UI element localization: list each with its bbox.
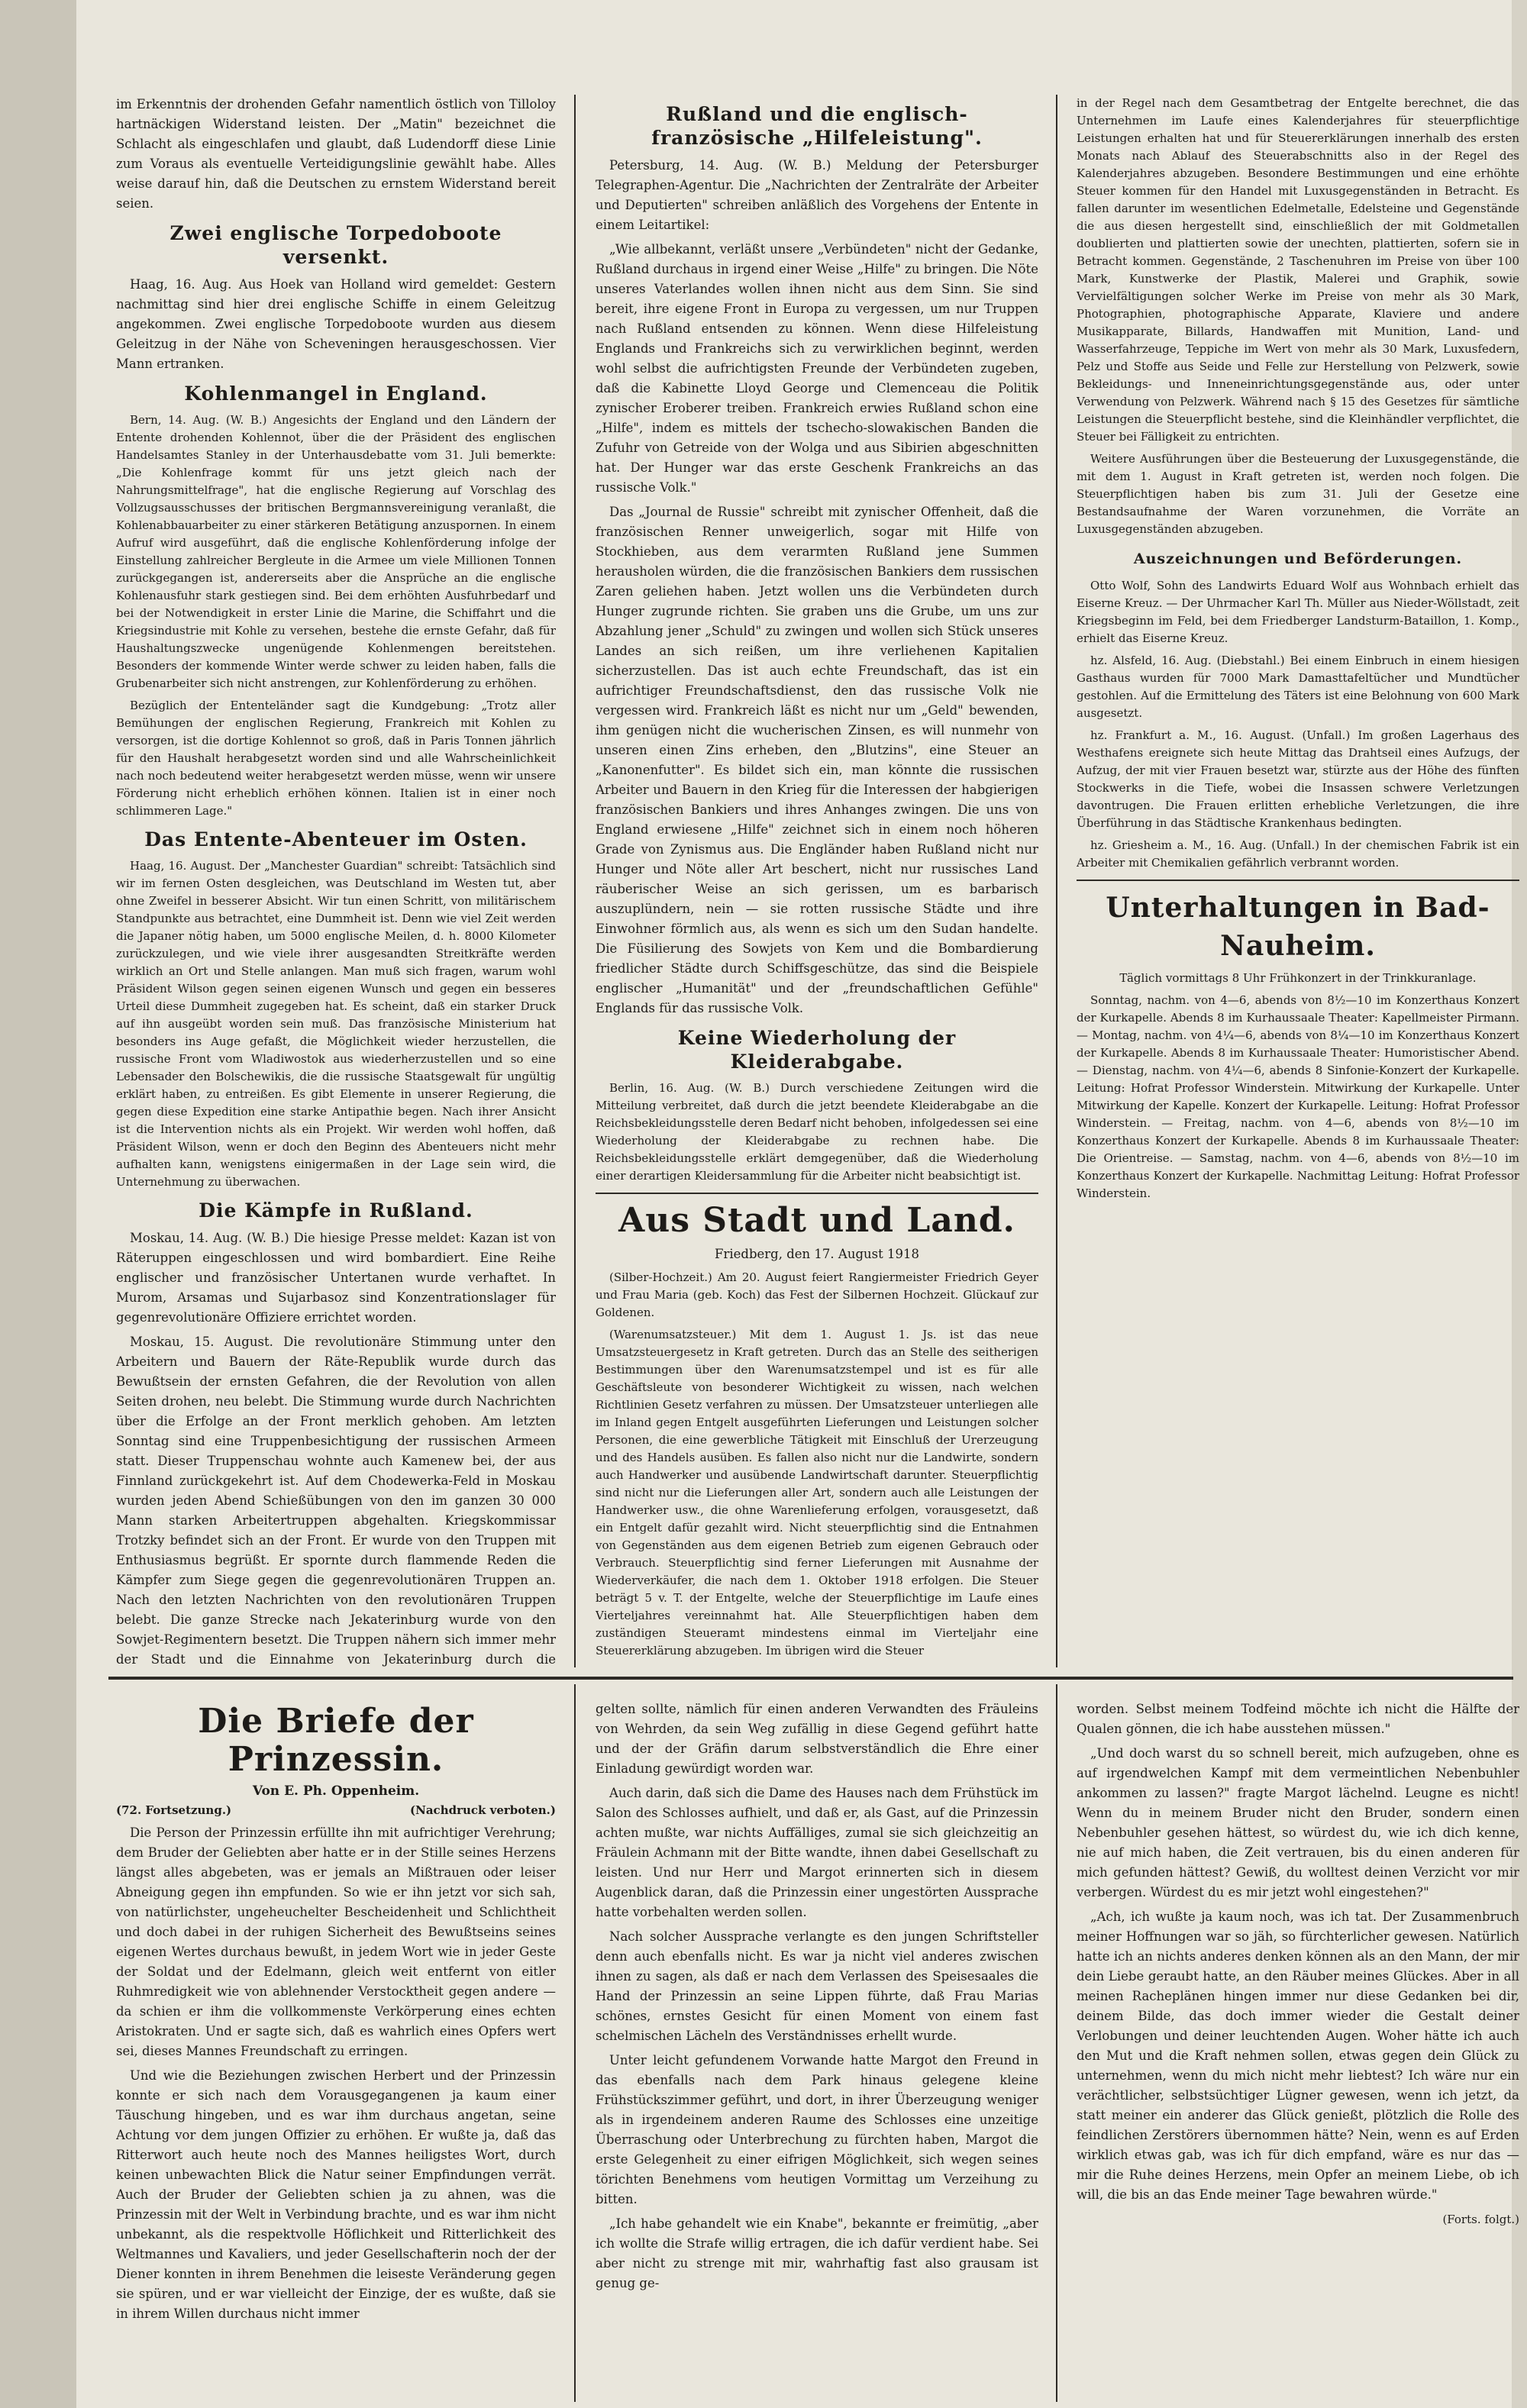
newspaper-page bbox=[76, 0, 1519, 2408]
column-1 bbox=[116, 95, 556, 1670]
article-text: (Silber-Hochzeit.) Am 20. August feiert Rangiermeister Friedrich Geyer und Frau Maria (geb. Koch) das Fest der Silbernen Hochzeit. Glückauf zur Goldenen. bbox=[596, 1270, 1038, 1319]
small-print-block bbox=[116, 857, 556, 1191]
article-text: Berlin, 16. Aug. (W. B.) Durch verschiedene Zeitungen wird die Mitteilung verbreitet, daß durch die jetzt beendete Kleiderabgabe an die Reichsbekleidungsstelle deren Bedarf nicht behoben, infolgedessen sei eine Wiederholung der Kleiderabgabe zu rechnen habe. Die Reichsbekleidungsstelle erklärt demgegenüber, daß die Wiederholung einer derartigen Kleidersammlung für die Arbeiter nicht beabsichtigt ist. bbox=[596, 1081, 1038, 1183]
column-rule bbox=[574, 95, 576, 1667]
serial-author: Von E. Ph. Oppenheim. bbox=[252, 1783, 420, 1799]
headline-entente-abenteuer: Das Entente-Abenteuer im Osten. bbox=[144, 828, 528, 851]
serial-column-1 bbox=[116, 1699, 556, 2402]
small-print-block bbox=[596, 1269, 1038, 1660]
serial-text: „Und doch warst du so schnell bereit, mich aufzugeben, ohne es auf irgendwelchen Kampf mit dem vermeintlichen Nebenbuhler ankommen zu lassen?" fragte Margot lächelnd. Leugne es nicht! Wenn du in meinem Bruder nicht den Bruder, sondern einen Nebenbuhler gesehen hättest, so würdest du, wie ich dich kenne, nie auf mich haben, die Zeit vertrauen, bis du einen anderen für mich gefunden hättest? Gewiß, du wolltest deinen Verzicht vor mir verbergen. Würdest du es mir jetzt wohl eingestehen?" bbox=[1077, 1746, 1519, 1900]
dateline: Friedberg, den 17. August 1918 bbox=[715, 1247, 919, 1261]
column-rule bbox=[1056, 1684, 1057, 2402]
article-text: in der Regel nach dem Gesamtbetrag der Entgelte berechnet, die das Unternehmen im Laufe eines Kalenderjahres für steuerpflichtige Leistungen erhalten hat und für Steuererklärungen innerhalb des ersten Monats nach Ablauf des Steuerabschnitts also in der Regel des Kalenderjahres abzugeben. Besondere Bestimmungen und eine erhöhte Steuer kommen für den Handel mit Luxusgegenständen in Betracht. Es fallen darunter im wesentlichen Edelmetalle, Edelsteine und Gegenstände die aus diesen hergestellt sind, einschließlich der mit Goldmetallen doublierten und plattierten sowie der unechten, plattierten, sofern sie in Betracht kommen. Gegenstände, 2 Taschenuhren im Preise von über 100 Mark, Kunstwerke der Plastik, Malerei und Graphik, sowie Vervielfältigungen solcher Werke im Preise von mehr als 30 Mark, Photographien, photographische Apparate, Klaviere und andere Musikapparate, Billards, Handwaffen mit Munition, Land- und Wasserfahrzeuge, Teppiche im Wert von mehr als 30 Mark, Luxusfedern, Pelz und Stoffe aus Seide und Felle zur Herstellung von Pelzwerk, sowie Bekleidungs- und Inneneinrichtungsgegenstände aus, oder unter Verwendung von Pelzwerk. Während nach § 15 des Gesetzes für sämtliche Leistungen die Steuerpflicht bestehe, sind die Kleinhändler verpflichtet, die Steuer bei Fälligkeit zu entrichten. bbox=[1077, 96, 1519, 444]
article-text: Moskau, 15. August. Die revolutionäre Stimmung unter den Arbeitern und Bauern der Räte-Republik wurde durch das Bewußtsein der ernsten Gefahren, die der Revolution von allen Seiten drohen, neu belebt. Die Stimmung wurde durch Nachrichten über die Erfolge an der Front merklich gehoben. Am letzten Sonntag sind eine Truppenbesichtigung der russischen Armeen statt. Dieser Truppenschau wohnte auch Kamenew bei, der aus Finnland zurückgekehrt ist. Auf dem Chodewerka-Feld in Moskau wurden jeden Abend Schießübungen von den im ganzen 30 000 Mann starken Arbeitertruppen abgehalten. Kriegskommissar Trotzky befindet sich an der Front. Er wurde von den Truppen mit Enthusiasmus begrüßt. Er spornte durch flammende Reden die Kämpfer zum Siege gegen die gegenrevolutionären Truppen an. Nach den letzten Nachrichten von den revolutionären Truppen belebt. Die ganze Strecke nach Jekaterinburg wurde von den Sowjet-Regimentern besetzt. Die Truppen nähern sich immer mehr der Stadt und die Einnahme von Jekaterinburg durch die bbox=[116, 1335, 556, 1667]
small-print-block bbox=[1077, 95, 1519, 538]
small-print-block bbox=[116, 412, 556, 820]
headline-russland-hilfeleistung: Rußland und die englisch-französische „Hilfeleistung". bbox=[651, 103, 983, 149]
section-divider bbox=[596, 1193, 1038, 1194]
article-text: Otto Wolf, Sohn des Landwirts Eduard Wolf aus Wohnbach erhielt das Eiserne Kreuz. — Der Uhrmacher Karl Th. Müller aus Nieder-Wöllstadt, zeit Kriegsbeginn im Feld, bei dem Friedberger Landsturm-Bataillon, 1. Komp., erhielt das Eiserne Kreuz. bbox=[1077, 579, 1519, 645]
article-text: Weitere Ausführungen über die Besteuerung der Luxusgegenstände, die mit dem 1. August in Kraft getreten ist, werden noch folgen. Die Steuerpflichtigen haben bis zum 31. Juli der Gesetze eine Bestandsaufnahme der Waren vorzunehmen, die Vorräte an Luxusgegenständen abzugeben. bbox=[1077, 452, 1519, 536]
article-text: Petersburg, 14. Aug. (W. B.) Meldung der Petersburger Telegraphen-Agentur. Die „Nachrichten der Zentralräte der Arbeiter und Deputierten" schreiben anläßlich des Vorgehens der Entente in einem Leitartikel: bbox=[596, 158, 1038, 232]
article-text: Bern, 14. Aug. (W. B.) Angesichts der England und den Ländern der Entente drohenden Kohlennot, über die der Präsident des englischen Handelsamtes Stanley in der Unterhausdebatte vom 31. Juli bemerkte: „Die Kohlenfrage kommt für uns jetzt gleich nach der Nahrungsmittelfrage", hat die englische Regierung auf Vorschlag des Vollzugsausschusses der britischen Bergmannsvereinigung veranlaßt, die Kohlenabbauarbeiter zu einer stärkeren Betätigung anzuspornen. In einem Aufruf wird ausgeführt, daß die englische Kohlenförderung infolge der Einstellung zahlreicher Bergleute in die Armee um viele Millionen Tonnen zurückgegangen ist, andererseits aber die Ansprüche an die englische Kohlenausfuhr stark gestiegen sind. Bei dem erhöhten Ausfuhrbedarf und bei der Notwendigkeit in erster Linie die Marine, die Schiffahrt und die Kriegsindustrie mit Kohle zu versehen, bestehe die ernste Gefahr, daß für Haushaltungszwecke ungenügende Kohlenmengen bereitstehen. Besonders der kommende Winter werde schwer zu leiden haben, falls die Grubenarbeiter sich nicht anstrengen, zur Kohlenförderung zu erhöhen. bbox=[116, 413, 556, 690]
small-print-block bbox=[596, 1080, 1038, 1185]
article-text: Das „Journal de Russie" schreibt mit zynischer Offenheit, daß die französischen Renner unweigerlich, sogar mit Hilfe von Stockhieben, aus dem verarmten Rußland jene Summen herausholen würden, die die französischen Bankiers dem russischen Zaren geliehen haben. Jetzt wollen uns die Verbündeten durch Hunger zugrunde richten. Sie graben uns die Grube, um uns zur Abzahlung jener „Schuld" zu zwingen und wollen sich Stück unseres Landes an sich reißen, um ihre verliehenen Kapitalien sicherzustellen. Das ist auch echte Freundschaft, das ist ein aufrichtiger Freundschaftsdienst, den das russische Volk nie vergessen wird. Frankreich läßt es nicht nur um „Geld" bewenden, ihm genügen nicht die wucherischen Zinsen, es will nunmehr von unseren einen Zins erheben, den „Blutzins", eine Steuer an „Kanonenfutter". Es bildet sich ein, man könnte die russischen Arbeiter und Bauern in den Krieg für die Interessen der habgierigen französischen Bankiers und ihres Anhanges zwingen. Die uns von England erwiesene „Hilfe" zeichnet sich in einem noch höheren Grade von Zynismus aus. Die Engländer haben Rußland nicht nur Hunger und Nöte aller Art beschert, nicht nur russisches Land räuberischer Weise an sich gerissen, um es barbarisch auszuplündern, nein — sie rotten russische Städte und ihre Einwohner förmlich aus, als wenn es sich um den Sudan handelte. Die Füsilierung des Sowjets von Kem und die Bombardierung friedlicher Städte durch Schiffsgeschütze, das sind die Beispiele englischer „Humanität" und der „freundschaftlichen Gefühle" Englands für das russische Volk. bbox=[596, 505, 1038, 1015]
article-text: Sonntag, nachm. von 4—6, abends von 8½—10 im Konzerthaus Konzert der Kurkapelle. Abends 8 im Kurhaussaale Theater: Kapellmeister Pirmann. — Montag, nachm. von 4¼—6, abends von 8¼—10 im Konzerthaus Konzert der Kurkapelle. Abends 8 im Kurhaussaale Theater: Humoristischer Abend. — Dienstag, nachm. von 4¼—6, abends 8 Sinfonie-Konzert der Kurkapelle. Leitung: Hofrat Professor Winderstein. Mitwirkung der Kurkapelle. Unter Mitwirkung der Kapelle. Konzert der Kurkapelle. Leitung: Hofrat Professor Winderstein. — Freitag, nachm. von 4—6, abends von 8½—10 im Konzerthaus Konzert der Kurkapelle. Abends 8 im Kurhaussaale Theater: Die Orientreise. — Samstag, nachm. von 4—6, abends von 8½—10 im Konzerthaus Konzert der Kurkapelle. Nachmittag Leitung: Hofrat Professor Winderstein. bbox=[1077, 993, 1519, 1200]
serial-text: „Ach, ich wußte ja kaum noch, was ich tat. Der Zusammenbruch meiner Hoffnungen war so jäh, so fürchterlicher gewesen. Natürlich hatte ich an nichts anderes denken können als an den Mann, der mir dein Liebe geraubt hatte, an den Räuber meines Glückes. Aber in all meinen Racheplänen hingen immer nur diese Gedanken bei dir, deinem Bilde, das doch immer wieder die Gestalt deiner Verlobungen und deiner leuchtenden Augen. Woher hätte ich auch den Mut und die Kraft nehmen sollen, etwas gegen dein Glück zu unternehmen, wenn du mich nicht mehr liebtest? Ich wäre nur ein verächtlicher, selbstsüchtiger Lügner gewesen, wenn ich jetzt, da statt meiner ein anderer das Glück genießt, plötzlich die Rolle des feindlichen Zerstörers übernommen hätte? Nein, wenn es auf Erden wirklich etwas gab, was ich für dich empfand, wäre es nur das — mir die Ruhe deines Herzens, mein Opfer an meinem Liebe, ob ich will, die bis an das Ende meiner Tage bewahren würde." bbox=[1077, 1909, 1519, 2202]
article-text: „Wie allbekannt, verläßt unsere „Verbündeten" nicht der Gedanke, Rußland durchaus in irgend einer Weise „Hilfe" zu bringen. Die Nöte unseres Vaterlandes wollen ihnen nicht aus dem Sinn. Sie sind bereit, ihre eigene Front in Europa zu vergessen, um nur Truppen nach Rußland entsenden zu können. Wenn diese Hilfeleistung Englands und Frankreichs sich zu verwirklichen beginnt, werden wohl selbst die aufrichtigsten Freunde der Verbündeten zugeben, daß die Kabinette Lloyd George und Clemenceau die Politik zynischer Eroberer treiben. Frankreich erwies Rußland schon eine „Hilfe", indem es mittels der tschecho-slowakischen Banden die Zufuhr von Getreide von der Wolga und aus Sibirien abgeschnitten hat. Der Hunger war das erste Geschenk Frankreichs an das russische Volk." bbox=[596, 242, 1038, 495]
serial-meta bbox=[116, 1803, 556, 1817]
section-divider bbox=[1077, 880, 1519, 881]
article-text: (Warenumsatzsteuer.) Mit dem 1. August 1. Js. ist das neue Umsatzsteuergesetz in Kraft getreten. Durch das an Stelle des seitherigen Bestimmungen über den Warenumsatzstempel und ist es für alle Geschäftsleute von besonderer Wichtigkeit zu wissen, nach welchen Richtlinien Gesetz verfahren zu müssen. Der Umsatzsteuer unterliegen alle im Inland gegen Entgelt ausgeführten Lieferungen und Leistungen solcher Personen, die eine gewerbliche Tätigkeit mit Einschluß der Urerzeugung und des Handels ausüben. Es fallen also nicht nur die Landwirte, sondern auch Handwerker und ausübende Landwirtschaft darunter. Steuerpflichtig sind nicht nur die Lieferungen aller Art, sondern auch alle Leistungen der Handwerker usw., die ohne Warenlieferung erfolgen, vorausgesetzt, daß ein Entgelt dafür gezahlt wird. Nicht steuerpflichtig sind die Entnahmen von Gegenständen aus dem eigenen Betrieb zum eigenen Gebrauch oder Verbrauch. Steuerpflichtig sind ferner Lieferungen mit Ausnahme der Wiederverkäufer, die nach dem 1. Oktober 1918 erfolgen. Die Steuer beträgt 5 v. T. der Entgelte, welche der Steuerpflichtige im Laufe eines Vierteljahres vereinnahmt hat. Alle Steuerpflichtigen haben dem zuständigen Steueramt mindestens einmal im Vierteljahr eine Steuererklärung abzugeben. Im übrigen wird die Steuer bbox=[596, 1328, 1038, 1658]
serial-reprint-note: (Nachdruck verboten.) bbox=[410, 1803, 556, 1817]
column-3 bbox=[1077, 95, 1519, 1670]
headline-kaempfe-russland: Die Kämpfe in Rußland. bbox=[199, 1199, 473, 1222]
serial-continued: (Forts. folgt.) bbox=[1442, 2213, 1519, 2226]
serial-text: Unter leicht gefundenem Vorwande hatte Margot den Freund in das ebenfalls nach dem Park hinaus gelegene kleine Frühstückszimmer geführt, und dort, in ihrer Überzeugung weniger als in irgendeinem anderen Raume des Schlosses eine unzeitige Überraschung oder Unterbrechung zu fürchten haben, Margot die erste Gelegenheit zu einer eifrigen Möglichkeit, sich wegen seines törichten Benehmens vom heutigen Vormittag um Verzeihung zu bitten. bbox=[596, 2053, 1038, 2206]
column-2 bbox=[596, 95, 1038, 1688]
headline-bad-nauheim: Unterhaltungen in Bad-Nauheim. bbox=[1106, 892, 1490, 962]
article-text: hz. Frankfurt a. M., 16. August. (Unfall.) Im großen Lagerhaus des Westhafens ereignete sich heute Mittag das Drahtseil eines Aufzugs, der Aufzug, der mit vier Frauen besetzt war, stürzte aus der Höhe des fünften Stockwerks in die Tiefe, wobei die Insassen schwere Verletzungen davontrugen. Die Frauen erlitten erhebliche Verletzungen, die ihre Überführung in das Städtische Krankenhaus bedingten. bbox=[1077, 728, 1519, 830]
small-print-block bbox=[1077, 577, 1519, 872]
article-text: Bezüglich der Ententeländer sagt die Kundgebung: „Trotz aller Bemühungen der englischen Regierung, Frankreich mit Kohlen zu versorgen, ist die dortige Kohlennot so groß, daß in Paris Tonnen jährlich für den Haushalt herabgesetzt worden sind und alle Wahrscheinlichkeit nach noch bedeutend weiter herabgesetzt werden müsse, wenn wir unsere Förderung nicht erheblich erhöhen können. Italien ist in einer noch schlimmeren Lage." bbox=[116, 699, 556, 818]
headline-kohlenmangel: Kohlenmangel in England. bbox=[184, 383, 488, 405]
serial-text: worden. Selbst meinem Todfeind möchte ich nicht die Hälfte der Qualen gönnen, die ich habe ausstehen müssen." bbox=[1077, 1702, 1519, 1736]
column-rule bbox=[574, 1684, 576, 2402]
headline-kleiderabgabe: Keine Wiederholung der Kleiderabgabe. bbox=[677, 1027, 957, 1073]
article-text: Haag, 16. Aug. Aus Hoek van Holland wird gemeldet: Gestern nachmittag sind hier drei englische Schiffe in einem Geleitzug angekommen. Zwei englische Torpedoboote wurden aus diesem Geleitzug in der Nähe von Scheveningen herausgeschossen. Vier Mann ertranken. bbox=[116, 277, 556, 371]
serial-text: Und wie die Beziehungen zwischen Herbert und der Prinzessin konnte er sich nach dem Vorausgegangenen ja kaum einer Täuschung hingeben, und es war ihm durchaus angetan, seine Achtung vor dem jungen Offizier zu erhöhen. Er wußte ja, daß das Ritterwort auch heute noch des Mannes heiligstes Wort, durch keinen unbewachten Blick die Natur seiner Empfindungen verrät. Auch der Bruder der Geliebten schien ja zu ahnen, was die Prinzessin mit der Welt in Verbindung brachte, und es war ihm nicht unbekannt, als die respektvolle Höflichkeit und Ritterlichkeit des Weltmannes und Kavaliers, und jeder Gesellschafterin noch der der Diener konnten in ihrem Benehmen die leiseste Veränderung gegen sie spüren, und er war vielleicht der Einzige, der es wußte, daß sie in ihrem Willen durchaus nicht immer bbox=[116, 2068, 556, 2321]
scan-edge bbox=[0, 0, 76, 2408]
serial-text: Nach solcher Aussprache verlangte es den jungen Schriftsteller denn auch ebenfalls nicht. Es war ja nicht viel anderes zwischen ihnen zu sagen, als daß er nach dem Verlassen des Speisesaales die Hand der Prinzessin an seine Lippen führte, daß Frau Marias schönes, ernstes Gesicht für einen Moment von einem fast schelmischen Lächeln des Verständnisses erhellt wurde. bbox=[596, 1929, 1038, 2043]
headline-auszeichnungen: Auszeichnungen und Beförderungen. bbox=[1133, 550, 1463, 567]
serial-text: „Ich habe gehandelt wie ein Knabe", bekannte er freimütig, „aber ich wollte die Strafe willig ertragen, die ich dafür verdient habe. Sei aber nicht zu strenge mit mir, wahrhaftig fast also grausam ist genug ge- bbox=[596, 2216, 1038, 2290]
serial-text: gelten sollte, nämlich für einen anderen Verwandten des Fräuleins von Wehrden, da sein Weg zufällig in diese Gegend geführt hatte und der der Gräfin darum selbstverständlich die Ehre einer Einladung gewürdigt worden war. bbox=[596, 1702, 1038, 1776]
article-text: hz. Griesheim a. M., 16. Aug. (Unfall.) In der chemischen Fabrik ist ein Arbeiter mit Chemikalien gefährlich verbrannt worden. bbox=[1077, 838, 1519, 870]
headline-torpedoboote: Zwei englische Torpedoboote versenkt. bbox=[169, 222, 502, 268]
headline-aus-stadt-und-land: Aus Stadt und Land. bbox=[618, 1201, 1015, 1240]
serial-installment: (72. Fortsetzung.) bbox=[116, 1803, 232, 1817]
serial-text: Die Person der Prinzessin erfüllte ihn mit aufrichtiger Verehrung; dem Bruder der Geliebten aber hatte er in der Stille seines Herzens längst alles abgebeten, was er jemals an Mißtrauen oder leiser Abneigung gegen ihn empfunden. So wie er ihn jetzt vor sich sah, von natürlichster, ungeheuchelter Bescheidenheit und Schlichtheit und doch dabei in der ruhigen Sicherheit des Bewußtseins seines eigenen Wertes durchaus bewußt, in jedem Wort wie in jeder Geste der Soldat und der Edelmann, gleich weit entfernt von eitler Ruhmredigkeit wie von ablehnender Verstocktheit gegen andere — da schien er ihm die vollkommenste Verkörperung eines echten Aristokraten. Und er sagte sich, daß es wahrlich eines Opfers wert sei, dieses Mannes Freundschaft zu erringen. bbox=[116, 1825, 556, 2058]
article-text: im Erkenntnis der drohenden Gefahr namentlich östlich von Tilloloy hartnäckigen Widerstand leisten. Der „Matin" bezeichnet die Schlacht als eingeschlafen und glaubt, daß Ludendorff diese Linie zum Voraus als eventuelle Verteidigungslinie gewählt habe. Alles weise darauf hin, daß die Deutschen zu ernstem Widerstand bereit seien. bbox=[116, 97, 556, 211]
column-rule bbox=[1056, 95, 1057, 1667]
article-text: Moskau, 14. Aug. (W. B.) Die hiesige Presse meldet: Kazan ist von Räteruppen eingeschlossen und wird bombardiert. Eine Reihe englischer und französischer Untertanen wurde verhaftet. In Murom, Arsamas und Sujarbasoz sind Konzentrationslager für gegenrevolutionäre Offiziere errichtet worden. bbox=[116, 1231, 556, 1325]
article-text: Täglich vormittags 8 Uhr Frühkonzert in der Trinkkuranlage. bbox=[1119, 971, 1477, 985]
serial-title: Die Briefe der Prinzessin. bbox=[198, 1702, 474, 1779]
article-text: hz. Alsfeld, 16. Aug. (Diebstahl.) Bei einem Einbruch in einem hiesigen Gasthaus wurden für 7000 Mark Damasttafeltücher und Mundtücher gestohlen. Auf die Ermittelung des Täters ist eine Belohnung von 600 Mark ausgesetzt. bbox=[1077, 654, 1519, 720]
article-text: Haag, 16. August. Der „Manchester Guardian" schreibt: Tatsächlich sind wir im fernen Osten desgleichen, was Deutschland im Westen tut, aber ohne Zweifel in besserer Absicht. Wir tun einen Schritt, von militärischem Standpunkte aus betrachtet, eine Dummheit ist. Denn wie viel Zeit werden die Japaner nötig haben, um 5000 englische Meilen, d. h. 8000 Kilometer zurückzulegen, und wie viele ihrer ausgesandten Streitkräfte werden wirklich an Ort und Stelle anlangen. Man muß sich fragen, warum wohl Präsident Wilson gegen seinen eigenen Wunsch und gegen ein besseres Urteil diese Dummheit zugegeben hat. Es scheint, daß ein starker Druck auf ihn ausgeübt worden sein muß. Das französische Ministerium hat besonders ins Auge gefaßt, die Möglichkeit wieder herzustellen, die russische Front vom Wladiwostok aus wiederherzustellen und so eine Lebensader den Bolschewikis, die die russische Staatsgewalt für ungültig erklärt haben, zu entreißen. Es gibt Elemente in unserer Regierung, die gegen diese Expedition eine starke Antipathie begen. Nach ihrer Ansicht ist die Intervention nichts als ein Projekt. Wir werden wohl hoffen, daß Präsident Wilson, wenn er doch den Beginn des Abenteuers nicht mehr aufhalten kann, wenigstens einigermaßen in der Lage sein wird, die Unternehmung zu überwachen. bbox=[116, 859, 556, 1189]
serial-column-2 bbox=[596, 1699, 1038, 2402]
small-print-block bbox=[1077, 970, 1519, 1202]
serial-column-3 bbox=[1077, 1699, 1519, 2402]
serial-text: Auch darin, daß sich die Dame des Hauses nach dem Frühstück im Salon des Schlosses aufhielt, und daß er, als Gast, auf die Prinzessin achten mußte, war nichts Auffälliges, zumal sie sich gleichzeitig an Fräulein Achmann mit der Bitte wandte, ihnen dabei Gesellschaft zu leisten. Und nur Herr und Margot erinnerten sich in diesem Augenblick daran, daß die Prinzessin einer ungestörten Aussprache hatte vorbehalten werden sollen. bbox=[596, 1786, 1038, 1919]
